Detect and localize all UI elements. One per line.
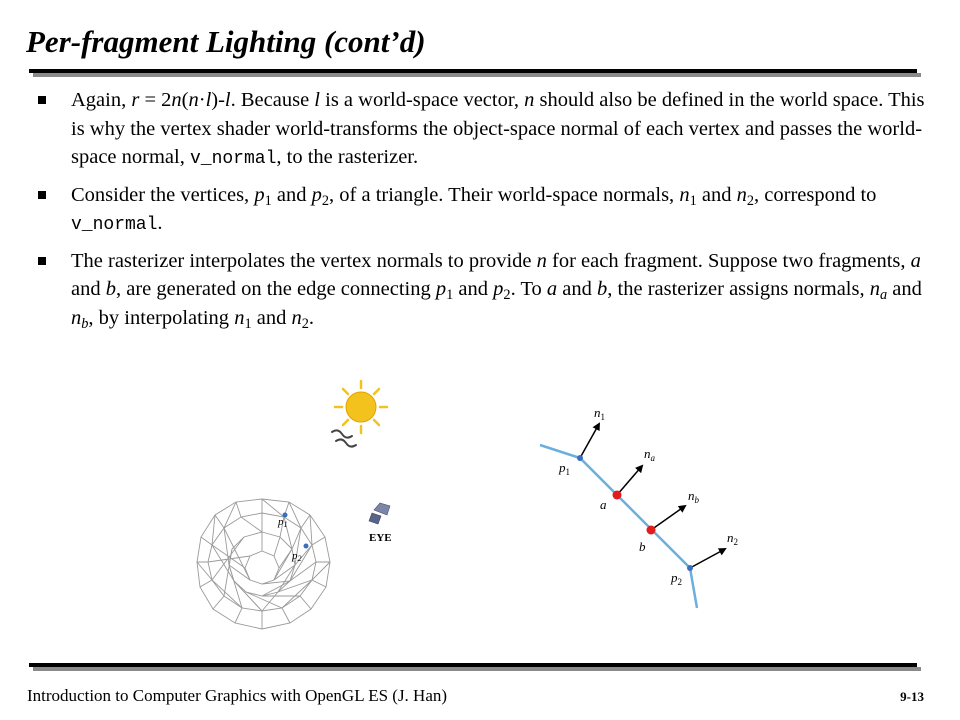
math-var: n (171, 89, 182, 111)
bullet-text: , of a triangle. Their world-space normals, (329, 183, 680, 206)
bullet-text: and (271, 183, 312, 206)
math-var: a (546, 278, 558, 300)
fragment-a (613, 491, 622, 500)
math-var: l (205, 89, 212, 111)
math-var: n (188, 89, 199, 111)
bullet-text: and (453, 278, 494, 300)
bullet-text: . (157, 212, 163, 234)
bullet-text: and (251, 306, 292, 329)
normal-arrow-nb (651, 506, 685, 530)
math-subscript: 2 (321, 192, 330, 209)
math-subscript: 2 (503, 287, 511, 303)
math-subscript: 1 (446, 287, 454, 303)
math-var: n (536, 249, 547, 272)
wireframe-sphere (197, 499, 330, 629)
label-n2: $n_2$ (727, 530, 738, 547)
sphere-label-p1: p1 (278, 516, 288, 529)
eye-camera-icon (369, 503, 390, 524)
math-var: p (311, 183, 322, 206)
bullet-text: . (308, 306, 315, 329)
normal-arrow-n2 (690, 549, 725, 568)
math-var: b (597, 278, 608, 300)
label-a: a (600, 497, 607, 512)
label-nb: $n_b$ (688, 488, 699, 505)
math-var: n (736, 183, 747, 206)
bullet-text: Again, (71, 89, 132, 111)
math-var: n (71, 306, 82, 329)
math-var: n (869, 278, 880, 300)
footer-rule (29, 663, 917, 667)
bullet-text: and (696, 183, 737, 206)
bullet-marker (38, 191, 46, 199)
eye-label: EYE (369, 532, 392, 544)
bullet-item (36, 86, 936, 174)
footer-rule-shadow (33, 667, 921, 671)
code-v-normal: v_normal (189, 149, 277, 169)
light-wave-icon (332, 430, 356, 446)
bullet-text: ( (181, 89, 189, 111)
bullet-text: , correspond to (754, 183, 877, 206)
math-subscript: a (879, 287, 888, 303)
bullet-text: , are generated on the edge connecting (115, 278, 436, 300)
bullet-item (36, 247, 936, 333)
label-na: $n_a$ (644, 446, 655, 463)
bullet-text: for each fragment. Suppose two fragments, (546, 249, 911, 272)
math-subscript: 1 (689, 192, 697, 209)
title-rule-shadow (33, 73, 921, 77)
bullet-text: should also be defined in the world space. This is why the vertex shader world-transforms the object-space normal of each vertex and passes the world-space normal, (71, 89, 925, 168)
bullet-text: , to the rasterizer. (276, 146, 419, 168)
vertex-p1 (577, 455, 583, 461)
bullet-text: , by interpolating (88, 306, 235, 329)
fragment-b (647, 526, 656, 535)
bullet-marker (38, 96, 46, 104)
math-var: n (679, 183, 690, 206)
label-p2: $p_2$ (671, 570, 682, 587)
math-var: l (314, 89, 320, 111)
bullet-text: . To (510, 278, 547, 300)
math-var: n (291, 306, 302, 329)
label-b: b (639, 539, 646, 554)
math-subscript: b (81, 315, 89, 332)
bullet-text: )- (211, 89, 225, 111)
math-var: n (524, 89, 535, 111)
math-var: r (131, 89, 140, 111)
sphere-vertex-p2 (304, 544, 309, 549)
page-number: 9-13 (900, 689, 924, 704)
math-var: p (493, 278, 504, 300)
math-subscript: 1 (244, 315, 252, 332)
bullet-text: Consider the vertices, (71, 183, 255, 206)
label-n1: $n_1$ (594, 405, 605, 422)
math-var: p (435, 278, 447, 300)
sun-icon (335, 381, 387, 433)
normal-arrow-n1 (580, 424, 599, 458)
bullet-text: The rasterizer interpolates the vertex normals to provide (71, 249, 537, 272)
bullet-marker (38, 257, 46, 265)
label-p1: $p_1$ (559, 460, 570, 477)
math-var: b (105, 278, 116, 300)
math-var: n (234, 306, 245, 329)
bullet-text: · (198, 89, 206, 111)
footer-text: Introduction to Computer Graphics with OpenGL ES (J. Han) (27, 686, 448, 705)
bullet-text: . Because (230, 89, 315, 111)
bullet-text: and (71, 278, 106, 300)
math-subscript: 1 (264, 192, 272, 209)
bullet-text: and (557, 278, 598, 300)
bullet-text: , the rasterizer assigns normals, (607, 278, 870, 300)
bullet-text: is a world-space vector, (320, 89, 525, 111)
bullet-text: = 2 (139, 89, 172, 111)
math-subscript: 2 (746, 192, 755, 209)
vertex-p2 (687, 565, 693, 571)
bullet-text: and (887, 278, 922, 300)
math-var: a (910, 249, 921, 272)
bullet-list (36, 86, 936, 339)
normal-interpolation-diagram (530, 400, 760, 615)
title-rule (29, 69, 917, 73)
slide-title: Per-fragment Lighting (cont’d) (26, 24, 426, 59)
math-var: l (224, 89, 231, 111)
sphere-label-p2: p2 (292, 550, 302, 563)
math-subscript: 2 (301, 315, 309, 332)
bullet-item (36, 181, 936, 240)
normal-arrow-na (617, 466, 642, 495)
scene-figure (180, 375, 440, 640)
math-var: p (254, 183, 265, 206)
code-v-normal: v_normal (71, 215, 158, 235)
